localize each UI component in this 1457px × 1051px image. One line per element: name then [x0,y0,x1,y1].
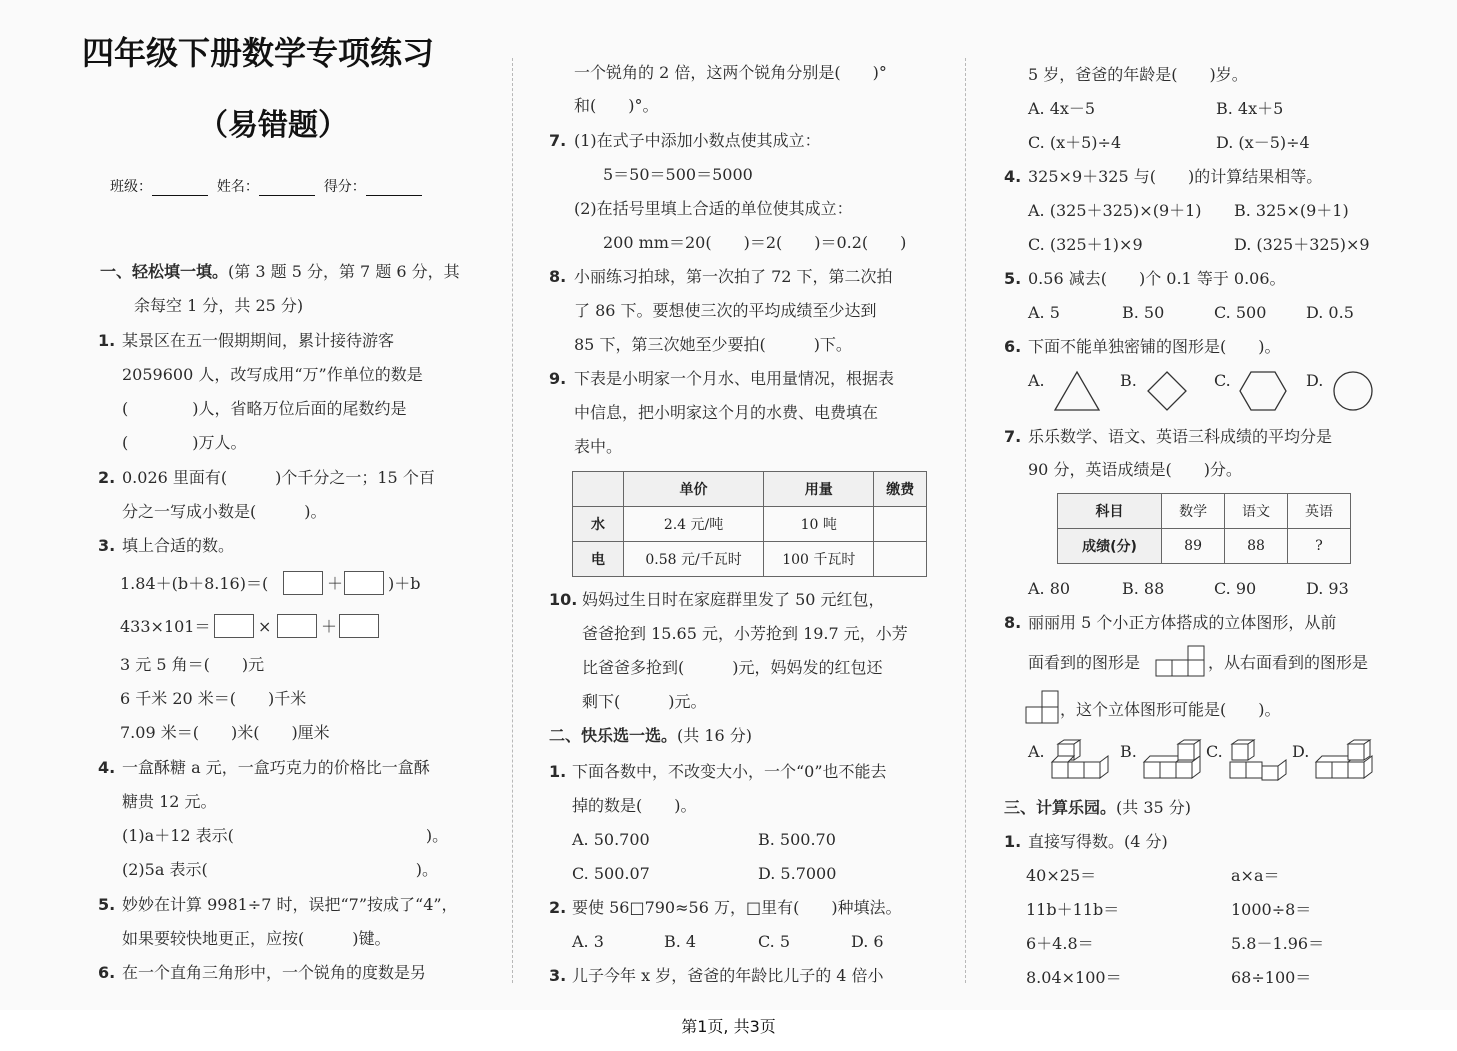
choice-3-number: 3. [549,966,567,985]
option-c[interactable]: C. 5 [758,932,791,951]
student-info-row [110,176,422,196]
table-cell: 100 千瓦时 [764,542,874,577]
option-b[interactable]: B. [1120,742,1137,761]
q7-line: 5＝50＝500＝5000 [603,165,753,184]
q10-line: 妈妈过生日时在家庭群里发了 50 元红包， [582,590,885,609]
option-a[interactable]: A. [1028,742,1045,761]
cube-figure-a-icon [1050,740,1112,782]
right-view-icon [1025,690,1059,724]
q3-line: 3 元 5 角＝( )元 [120,655,265,674]
table-row-label: 成绩(分) [1058,529,1162,564]
choice-1-line: 掉的数是( )。 [572,796,697,815]
choice-8-line: ，这个立体图形可能是( )。 [1060,700,1281,719]
q10-line: 剩下( )元。 [582,692,707,711]
calc-item: 6＋4.8＝ [1026,934,1094,953]
option-b[interactable]: B. 500.70 [758,830,836,849]
table-header-cell [573,472,624,507]
page-subtitle: （易错题） [198,108,348,143]
option-d[interactable]: D. 93 [1306,579,1349,598]
table-cell: 10 吨 [764,507,874,542]
section-1-note: (第 3 题 5 分，第 7 题 6 分，其 [228,262,460,281]
q9-number: 9. [549,369,567,388]
option-b[interactable]: B. 325×(9＋1) [1234,201,1349,220]
fee-answer-cell[interactable] [874,507,927,542]
table-row-label: 电 [573,542,624,577]
table-row [573,507,927,542]
calc-item: 1000÷8＝ [1231,900,1312,919]
table-header-cell: 科目 [1058,494,1162,529]
section-1-title: 一、轻松填一填。 [100,262,229,281]
page-footer: 第1页, 共3页 [681,1017,776,1036]
q3-line: 填上合适的数。 [122,536,235,555]
q10-number: 10. [549,590,578,609]
choice-2-number: 2. [549,898,567,917]
table-cell: ? [1288,529,1351,564]
q3-eq2-part: 433×101＝ [120,617,211,636]
table-header-row [573,472,927,507]
choice-5-number: 5. [1004,269,1022,288]
table-header-cell: 缴费 [874,472,927,507]
table-cell: 2.4 元/吨 [624,507,764,542]
option-c[interactable]: C. (325＋1)×9 [1028,235,1143,254]
q3-eq1-part: 1.84＋(b＋8.16)＝( [120,574,269,593]
score-blank[interactable] [366,181,422,196]
option-a[interactable]: A. 4x－5 [1028,99,1096,118]
option-d[interactable]: D. (x－5)÷4 [1216,133,1310,152]
q8-line: 85 下，第三次她至少要拍( )下。 [574,335,852,354]
calc-item: 8.04×100＝ [1026,968,1122,987]
q3-eq1-part: ＋ [327,574,344,593]
choice-6-number: 6. [1004,337,1022,356]
cube-figure-d-icon [1314,740,1376,782]
choice-4-line: 325×9＋325 与( )的计算结果相等。 [1028,167,1323,186]
calc-1-line: 直接写得数。(4 分) [1028,832,1168,851]
choice-3-line: 儿子今年 x 岁，爸爸的年龄比儿子的 4 倍小 [572,966,884,985]
circle-icon [1332,370,1374,412]
section-1-heading [100,262,460,282]
q4-number: 4. [98,758,116,777]
table-header-cell: 单价 [624,472,764,507]
option-c[interactable]: C. [1214,371,1231,390]
calc-item: 5.8－1.96＝ [1231,934,1325,953]
cube-figure-c-icon [1228,740,1290,782]
q9-line: 中信息，把小明家这个月的水费、电费填在 [574,403,879,422]
q9-line: 表中。 [574,437,623,456]
q3-number: 3. [98,536,116,555]
section-2-heading [549,726,752,746]
q1-line: 某景区在五一假期期间，累计接待游客 [122,331,395,350]
triangle-icon [1053,370,1101,412]
calc-item: 68÷100＝ [1231,968,1312,987]
rhombus-icon [1146,370,1188,412]
q3-eq2-part: × [258,617,272,636]
table-header-row [1058,494,1351,529]
choice-7-line: 乐乐数学、语文、英语三科成绩的平均分是 [1028,427,1333,446]
choice-5-line: 0.56 减去( )个 0.1 等于 0.06。 [1028,269,1286,288]
table-header-cell: 语文 [1225,494,1288,529]
calc-item: a×a＝ [1231,866,1280,885]
q8-line: 了 86 下。要想使三次的平均成绩至少达到 [574,301,877,320]
q6-line: 和( )°。 [574,96,659,115]
option-a[interactable]: A. 5 [1028,303,1060,322]
table-header-cell: 用量 [764,472,874,507]
section-2-note: (共 16 分) [677,726,753,745]
option-b[interactable]: B. 4 [664,932,697,951]
q3-line: 6 千米 20 米＝( )千米 [120,689,307,708]
q7-line: (2)在括号里填上合适的单位使其成立： [574,199,853,218]
hexagon-icon [1238,370,1288,412]
option-d[interactable]: D. (325＋325)×9 [1234,235,1370,254]
q6-number: 6. [98,963,116,982]
q2-number: 2. [98,468,116,487]
table-header-cell: 数学 [1162,494,1225,529]
choice-8-line: 丽丽用 5 个小正方体搭成的立体图形，从前 [1028,613,1337,632]
name-blank[interactable] [259,181,315,196]
q10-line: 爸爸抢到 15.65 元，小芳抢到 19.7 元，小芳 [582,624,908,643]
table-row [573,542,927,577]
score-label: 得分： [323,179,366,195]
section-1-note-line2: 余每空 1 分，共 25 分) [134,296,304,315]
q3-eq1-part: )＋b [388,574,421,593]
q7-number: 7. [549,131,567,150]
answer-box[interactable] [214,614,254,638]
table-row-label: 水 [573,507,624,542]
q10-line: 比爸爸多抢到( )元，妈妈发的红包还 [582,658,883,677]
front-view-icon [1155,646,1205,678]
answer-box[interactable] [344,571,384,595]
option-a[interactable]: A. 3 [572,932,604,951]
q4-line: 一盒酥糖 a 元，一盒巧克力的价格比一盒酥 [122,758,430,777]
q1-line: ( )万人。 [122,433,247,452]
q4-line: 糖贵 12 元。 [122,792,217,811]
choice-8-line: 面看到的图形是 [1028,653,1141,672]
answer-box[interactable] [283,571,323,595]
option-c[interactable]: C. 500 [1214,303,1267,322]
option-d[interactable]: D. 5.7000 [758,864,837,883]
q5-number: 5. [98,895,116,914]
section-2-title: 二、快乐选一选。 [549,726,678,745]
option-a[interactable]: A. 50.700 [572,830,650,849]
q3-line: 7.09 米＝( )米( )厘米 [120,723,330,742]
option-b[interactable]: B. 4x＋5 [1216,99,1284,118]
q4-line: (2)5a 表示( )。 [122,860,438,879]
answer-box[interactable] [339,614,379,638]
section-3-note: (共 35 分) [1116,798,1192,817]
option-c[interactable]: C. 90 [1214,579,1257,598]
option-d[interactable]: D. [1292,742,1310,761]
choice-7-line: 90 分，英语成绩是( )分。 [1028,460,1242,479]
choice-3-line: 5 岁，爸爸的年龄是( )岁。 [1028,65,1248,84]
choice-2-line: 要使 56□790≈56 万，□里有( )种填法。 [572,898,902,917]
option-d[interactable]: D. [1306,371,1324,390]
choice-7-number: 7. [1004,427,1022,446]
q7-line: 200 mm＝20( )＝2( )＝0.2( ) [603,233,907,252]
option-c[interactable]: C. [1206,742,1223,761]
q4-line: (1)a＋12 表示( )。 [122,826,449,845]
choice-8-line: ，从右面看到的图形是 [1208,653,1369,672]
choice-6-line: 下面不能单独密铺的图形是( )。 [1028,337,1281,356]
q6-line: 在一个直角三角形中，一个锐角的度数是另 [122,963,427,982]
q2-line: 分之一写成小数是( )。 [122,502,327,521]
score-table [1057,493,1351,564]
q1-line: 2059600 人，改写成用“万”作单位的数是 [122,365,423,384]
option-d[interactable]: D. 6 [851,932,884,951]
option-c[interactable]: C. (x＋5)÷4 [1028,133,1122,152]
calc-1-number: 1. [1004,832,1022,851]
option-b[interactable]: B. 88 [1122,579,1165,598]
choice-1-line: 下面各数中，不改变大小，一个“0”也不能去 [572,762,887,781]
option-c[interactable]: C. 500.07 [572,864,650,883]
q2-line: 0.026 里面有( )个千分之一；15 个百 [122,468,435,487]
option-a[interactable]: A. [1028,371,1045,390]
choice-8-number: 8. [1004,613,1022,632]
q5-line: 如果要较快地更正，应按( )键。 [122,929,391,948]
option-b[interactable]: B. 50 [1122,303,1165,322]
calc-item: 11b＋11b＝ [1026,900,1120,919]
option-a[interactable]: A. 80 [1028,579,1071,598]
table-row [1058,529,1351,564]
name-label: 姓名： [216,179,259,195]
q8-number: 8. [549,267,567,286]
q3-eq2-part: ＋ [321,617,338,636]
class-label: 班级： [110,179,152,195]
q9-line: 下表是小明家一个月水、电用量情况，根据表 [574,369,895,388]
column-divider [512,58,513,983]
q1-number: 1. [98,331,116,350]
cube-figure-b-icon [1142,740,1204,782]
table-cell: 89 [1162,529,1225,564]
column-divider [965,58,966,983]
q6-line: 一个锐角的 2 倍，这两个锐角分别是( )° [574,63,887,82]
choice-4-number: 4. [1004,167,1022,186]
section-3-heading [1004,798,1191,818]
answer-box[interactable] [277,614,317,638]
option-b[interactable]: B. [1120,371,1137,390]
option-d[interactable]: D. 0.5 [1306,303,1354,322]
fee-answer-cell[interactable] [874,542,927,577]
table-cell: 88 [1225,529,1288,564]
q7-line: (1)在式子中添加小数点使其成立： [574,131,821,150]
section-3-title: 三、计算乐园。 [1004,798,1117,817]
utility-table [572,471,927,577]
calc-item: 40×25＝ [1026,866,1097,885]
class-blank[interactable] [152,181,208,196]
table-header-cell: 英语 [1288,494,1351,529]
table-cell: 0.58 元/千瓦时 [624,542,764,577]
q1-line: ( )人，省略万位后面的尾数约是 [122,399,407,418]
page-title: 四年级下册数学专项练习 [82,34,435,72]
q8-line: 小丽练习拍球，第一次拍了 72 下，第二次拍 [574,267,893,286]
q5-line: 妙妙在计算 9981÷7 时，误把“7”按成了“4”， [122,895,458,914]
option-a[interactable]: A. (325＋325)×(9＋1) [1028,201,1202,220]
choice-1-number: 1. [549,762,567,781]
